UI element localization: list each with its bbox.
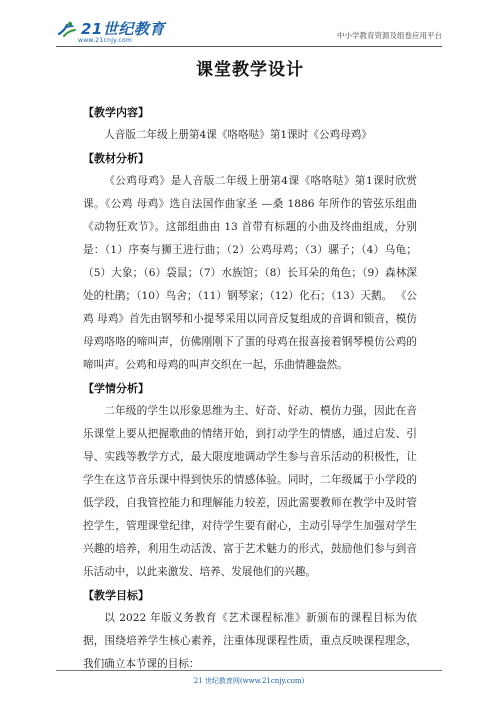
section-heading: 【学情分析】	[83, 382, 149, 395]
section-heading: 【教材分析】	[83, 152, 149, 165]
section-heading: 【教学目标】	[83, 589, 149, 602]
section-teaching-content	[83, 101, 417, 147]
section-teaching-goals	[83, 584, 417, 676]
logo-main	[56, 18, 165, 39]
section-paragraph: 以 2022 年版义务教育《艺术课程标准》新颁布的课程目标为依据，围绕培养学生核心素养，注重体现课程性质，重点反映课程理念，我们确立本节课的目标：	[83, 612, 417, 670]
page-footer[interactable]: 21 世纪教育网(www.21cnjy.com)	[56, 670, 442, 686]
platform-name: 中小学教育资源及组卷应用平台	[337, 31, 442, 40]
section-paragraph: 二年级的学生以形象思维为主、好奇、好动、模仿力强，因此在音乐课堂上要从把握歌曲的情绪开始，到打动学生的情感，通过启发、引导、实践等教学方式，最大限度地调动学生参与音乐活动的积极性，让学生在这节音乐课中得到快乐的情感体验。同时，二年级属于小学段的低学段，自我管控能力和理解能力较差，因此需要教师在教学中及时管控学生，管理课堂纪律，对待学生要有耐心，主动引导学生加强对学生兴趣的培养，利用生动活泼、富于艺术魅力的形式，鼓励他们参与到音乐活动中，以此来激发、培养、发展他们的兴趣。	[83, 405, 417, 578]
section-heading: 【教学内容】	[83, 106, 149, 119]
logo-url: www.21cnjy.com	[78, 37, 133, 44]
page-title: 课堂教学设计	[196, 60, 304, 80]
runner-logo-icon	[56, 21, 78, 37]
document-body	[83, 101, 417, 676]
site-logo[interactable]	[56, 18, 165, 44]
section-student-analysis	[83, 377, 417, 584]
section-paragraph: 《公鸡母鸡》是人音版二年级上册第4课《咯咯哒》第1课时欣赏课。《公鸡 母鸡》选自法国作曲家圣 —桑 1886 年所作的管弦乐组曲《动物狂欢节》。这部组曲由 13 首带有标题的小曲及终曲组成，分别是：（1）序奏与狮王进行曲；（2）公鸡母鸡；（3）骡子；（4）乌龟；（5）大象；（6）袋鼠；（7）水族馆；（8）长耳朵的角色；（9）森林深处的杜鹃；（10）鸟舍；（11）钢琴家；（12）化石；（13）天鹅。 《公鸡 母鸡》首先由钢琴和小提琴采用以同音反复组成的音调和锁音，模仿母鸡咯咯的啼叫声，仿佛刚刚下了蛋的母鸡在报喜接着钢琴模仿公鸡的啼叫声。公鸡和母鸡的叫声交织在一起，乐曲情趣盎然。	[83, 175, 417, 371]
page-header	[56, 16, 442, 47]
logo-text: 21世纪教育	[81, 20, 165, 38]
section-paragraph: 人音版二年级上册第4课《咯咯哒》第1课时《公鸡母鸡》	[104, 129, 372, 141]
section-material-analysis	[83, 147, 417, 377]
